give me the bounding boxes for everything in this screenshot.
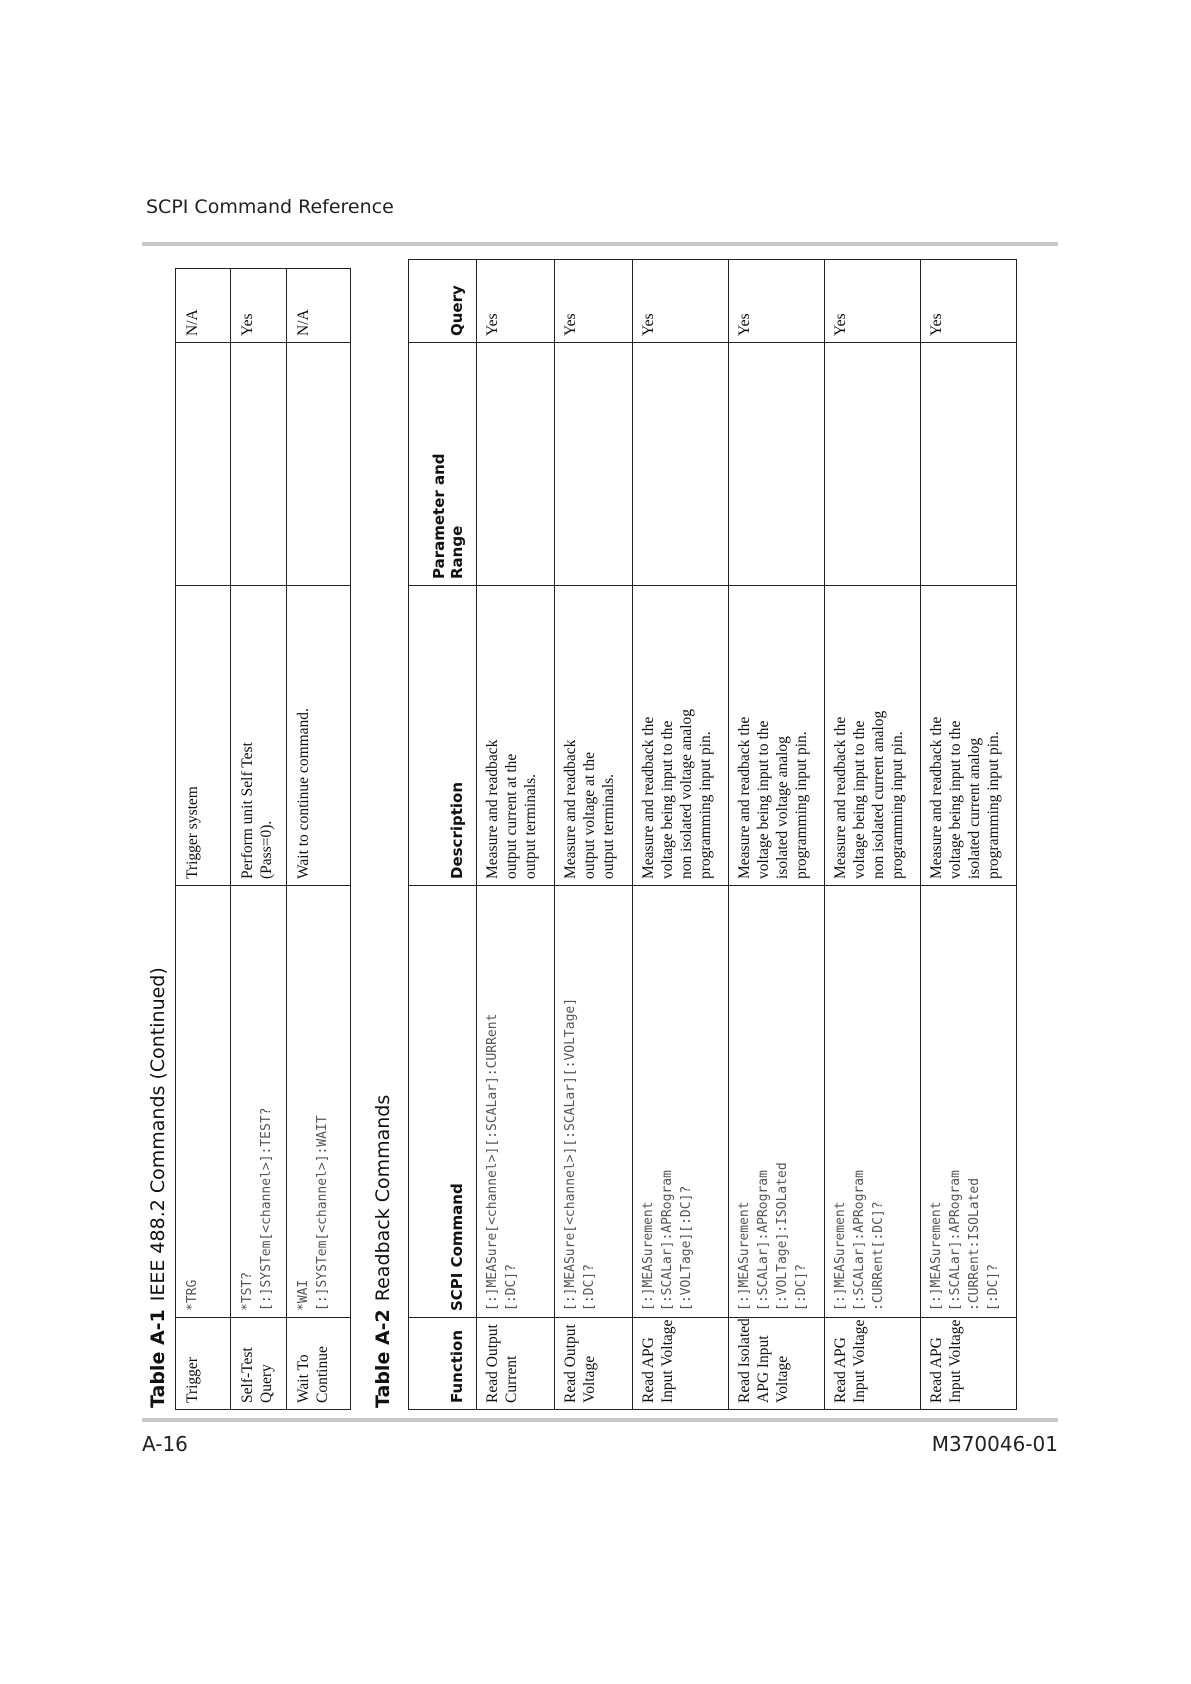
command-line: [:DC]? xyxy=(504,1264,519,1311)
parameter-range-cell xyxy=(633,343,729,586)
query-cell: Yes xyxy=(477,260,555,343)
table-a1-caption xyxy=(143,260,173,1408)
description-line: voltage being input to the xyxy=(659,720,676,879)
table-row xyxy=(477,260,555,1410)
description-cell xyxy=(231,586,287,886)
function-cell xyxy=(729,1318,825,1410)
rotated-content xyxy=(143,260,1043,1410)
command-line: *TST? xyxy=(240,1271,255,1311)
table-a2-title: Readback Commands xyxy=(372,1094,394,1302)
description-line: Measure and readback the xyxy=(640,716,657,879)
query-cell: Yes xyxy=(921,260,1017,343)
command-line: [:]MEASure[<channel>][:SCALar][:VOLTage] xyxy=(563,997,578,1311)
running-head: SCPI Command Reference xyxy=(146,196,394,218)
function-cell xyxy=(477,1318,555,1410)
command-line: *TRG xyxy=(185,1279,200,1311)
function-cell xyxy=(555,1318,633,1410)
command-line: :CURRent:ISOLated xyxy=(967,1177,982,1311)
header-range-line-2: Range xyxy=(448,525,466,579)
description-line: isolated voltage analog xyxy=(774,736,791,879)
description-cell xyxy=(729,586,825,886)
table-a2-caption xyxy=(368,260,398,1408)
description-cell xyxy=(176,586,231,886)
description-line: voltage being input to the xyxy=(947,720,964,879)
scpi-command-cell xyxy=(287,886,351,1318)
function-cell xyxy=(231,1318,287,1410)
description-line: programming input pin. xyxy=(985,731,1002,879)
table-row xyxy=(825,260,921,1410)
table-row xyxy=(287,269,351,1410)
parameter-range-cell xyxy=(231,343,287,586)
description-cell xyxy=(633,586,729,886)
function-line: Self-Test xyxy=(239,1347,256,1403)
table-row xyxy=(921,260,1017,1410)
description-line: Measure and readback the xyxy=(832,716,849,879)
parameter-range-cell xyxy=(176,343,231,586)
command-line: [:]SYSTem[<channel>]:WAIT xyxy=(315,1115,330,1311)
function-line: Input Voltage xyxy=(851,1319,868,1403)
table-a2-header-row xyxy=(409,260,477,1410)
command-line: [:]MEASurement xyxy=(737,1201,752,1311)
query-cell: Yes xyxy=(231,269,287,343)
description-line: voltage being input to the xyxy=(755,720,772,879)
function-line: Voltage xyxy=(774,1355,791,1403)
function-cell xyxy=(921,1318,1017,1410)
footer-rule xyxy=(142,1418,1058,1422)
page-number: A-16 xyxy=(142,1432,188,1456)
scpi-command-cell xyxy=(477,886,555,1318)
command-line: [:]MEASurement xyxy=(929,1201,944,1311)
table-a1 xyxy=(175,268,351,1410)
header-scpi-command: SCPI Command xyxy=(409,886,477,1318)
command-line: [:DC]? xyxy=(794,1264,809,1311)
command-line: [:DC]? xyxy=(986,1264,1001,1311)
scpi-command-cell xyxy=(231,886,287,1318)
header-query: Query xyxy=(409,260,477,343)
description-line: Perform unit Self Test xyxy=(239,742,256,879)
description-line: Measure and readback xyxy=(484,739,501,879)
table-a1-title: IEEE 488.2 Commands (Continued) xyxy=(147,967,169,1302)
description-line: isolated current analog xyxy=(966,737,983,879)
command-line: [:]MEASurement xyxy=(641,1201,656,1311)
description-line: output terminals. xyxy=(522,773,539,879)
table-a1-body xyxy=(176,269,351,1410)
function-cell xyxy=(176,1318,231,1410)
parameter-range-cell xyxy=(825,343,921,586)
command-line: [:VOLTage][:DC]? xyxy=(679,1185,694,1311)
header-parameter-range xyxy=(409,343,477,586)
function-line: Input Voltage xyxy=(659,1319,676,1403)
command-line: :CURRent[:DC]? xyxy=(871,1201,886,1311)
description-cell xyxy=(477,586,555,886)
document-number: M370046-01 xyxy=(931,1432,1058,1456)
description-cell xyxy=(555,586,633,886)
command-line: [:]MEASurement xyxy=(833,1201,848,1311)
function-line: Read APG xyxy=(640,1337,657,1403)
function-line: Voltage xyxy=(581,1355,598,1403)
description-line: non isolated voltage analog xyxy=(678,708,695,879)
function-line: Input Voltage xyxy=(947,1319,964,1403)
description-line: Wait to continue command. xyxy=(295,708,312,879)
table-a2-number: Table A-2 xyxy=(372,1309,394,1408)
description-line: Trigger system xyxy=(184,786,201,879)
description-cell xyxy=(825,586,921,886)
function-line: Query xyxy=(258,1364,275,1403)
scpi-command-cell xyxy=(729,886,825,1318)
query-cell: Yes xyxy=(729,260,825,343)
scpi-command-cell xyxy=(555,886,633,1318)
function-cell xyxy=(825,1318,921,1410)
description-line: programming input pin. xyxy=(697,731,714,879)
description-line: voltage being input to the xyxy=(851,720,868,879)
table-a2-body xyxy=(477,260,1017,1410)
query-cell: Yes xyxy=(555,260,633,343)
parameter-range-cell xyxy=(921,343,1017,586)
header-rule xyxy=(142,242,1058,246)
parameter-range-cell xyxy=(555,343,633,586)
table-row xyxy=(176,269,231,1410)
function-line: Read APG xyxy=(928,1337,945,1403)
description-line: output voltage at the xyxy=(581,752,598,879)
query-cell: N/A xyxy=(287,269,351,343)
function-line: Read Output xyxy=(484,1324,501,1403)
description-line: programming input pin. xyxy=(889,731,906,879)
query-cell: N/A xyxy=(176,269,231,343)
function-line: Trigger xyxy=(184,1357,201,1403)
table-row xyxy=(633,260,729,1410)
query-cell: Yes xyxy=(633,260,729,343)
command-line: [:DC]? xyxy=(582,1264,597,1311)
table-row xyxy=(555,260,633,1410)
description-line: Measure and readback xyxy=(562,739,579,879)
header-range-line-1: Parameter and xyxy=(430,453,448,579)
scpi-command-cell xyxy=(921,886,1017,1318)
command-line: *WAI xyxy=(296,1279,311,1311)
command-line: [:SCALar]:APRogram xyxy=(852,1170,867,1311)
function-line: Read Output xyxy=(562,1324,579,1403)
table-row xyxy=(729,260,825,1410)
description-line: programming input pin. xyxy=(793,731,810,879)
command-line: [:SCALar]:APRogram xyxy=(948,1170,963,1311)
function-line: Wait To xyxy=(295,1354,312,1403)
table-a2 xyxy=(408,259,1017,1410)
command-line: [:VOLTage]:ISOLated xyxy=(775,1162,790,1311)
command-line: [:SCALar]:APRogram xyxy=(660,1170,675,1311)
header-description: Description xyxy=(409,586,477,886)
function-line: Current xyxy=(503,1355,520,1403)
description-line: non isolated current analog xyxy=(870,710,887,879)
query-cell: Yes xyxy=(825,260,921,343)
description-line: output terminals. xyxy=(600,773,617,879)
parameter-range-cell xyxy=(477,343,555,586)
parameter-range-cell xyxy=(729,343,825,586)
command-line: [:SCALar]:APRogram xyxy=(756,1170,771,1311)
function-line: APG Input xyxy=(755,1335,772,1403)
header-function: Function xyxy=(409,1318,477,1410)
description-line: output current at the xyxy=(503,753,520,879)
function-cell xyxy=(633,1318,729,1410)
scpi-command-cell xyxy=(633,886,729,1318)
table-row xyxy=(231,269,287,1410)
description-line: (Pass=0). xyxy=(258,820,275,879)
scpi-command-cell xyxy=(825,886,921,1318)
table-a1-number: Table A-1 xyxy=(147,1309,169,1408)
command-line: [:]SYSTem[<channel>]:TEST? xyxy=(259,1107,274,1311)
scpi-command-cell xyxy=(176,886,231,1318)
description-cell xyxy=(921,586,1017,886)
function-cell xyxy=(287,1318,351,1410)
description-cell xyxy=(287,586,351,886)
function-line: Read Isolated xyxy=(736,1318,753,1403)
description-line: Measure and readback the xyxy=(928,716,945,879)
description-line: Measure and readback the xyxy=(736,716,753,879)
function-line: Read APG xyxy=(832,1337,849,1403)
command-line: [:]MEASure[<channel>][:SCALar]:CURRent xyxy=(485,1013,500,1311)
parameter-range-cell xyxy=(287,343,351,586)
function-line: Continue xyxy=(314,1346,331,1403)
